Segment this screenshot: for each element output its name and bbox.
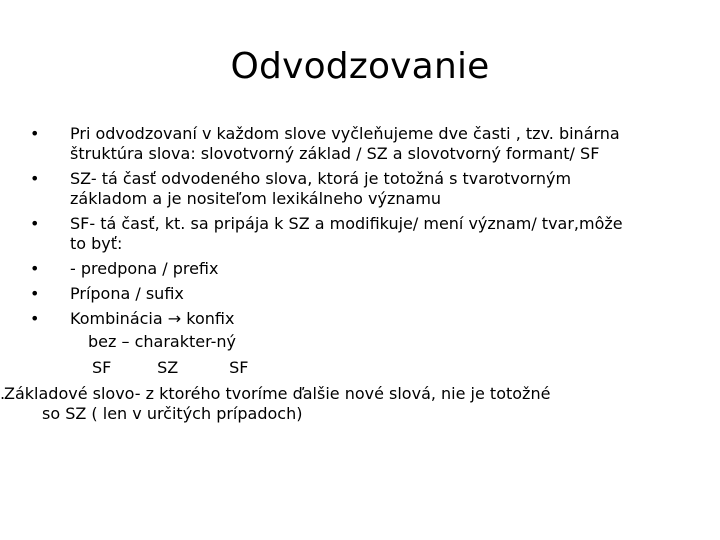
- bullet-item: [30, 284, 700, 304]
- closing-note: [0, 384, 700, 424]
- bullet-item: [30, 169, 700, 209]
- example-morpheme-labels: SF SZ SF: [92, 358, 249, 377]
- slide-content: [0, 124, 700, 424]
- closing-period: .: [0, 384, 6, 403]
- bullet-item: [30, 124, 700, 164]
- bullet-icon: •: [30, 309, 40, 328]
- bullet-icon: •: [30, 284, 40, 303]
- bullet-line: SZ- tá časť odvodeného slova, ktorá je totožná s tvarotvorným: [70, 169, 572, 188]
- bullet-icon: •: [30, 124, 40, 143]
- bullet-text: [70, 169, 700, 209]
- bullet-icon: •: [30, 214, 40, 233]
- closing-line: so SZ ( len v určitých prípadoch): [42, 404, 303, 423]
- closing-text: [2, 384, 700, 424]
- bullet-line: to byť:: [70, 234, 123, 253]
- bullet-icon: •: [30, 169, 40, 188]
- bullet-line: Pri odvodzovaní v každom slove vyčleňujeme dve časti , tzv. binárna: [70, 124, 620, 143]
- slide-title: Odvodzovanie: [230, 46, 490, 87]
- bullet-line: SF- tá časť, kt. sa pripája k SZ a modifikuje/ mení význam/ tvar,môže: [70, 214, 623, 233]
- bullet-line: základom a je nositeľom lexikálneho významu: [70, 189, 442, 208]
- bullet-text: [70, 214, 700, 254]
- bullet-text: - predpona / prefix: [70, 259, 219, 278]
- bullet-item: [30, 214, 700, 254]
- closing-line: Základové slovo- z ktorého tvoríme ďalšie nové slová, nie je totožné: [4, 384, 551, 403]
- bullet-icon: •: [30, 259, 40, 278]
- bullet-line: štruktúra slova: slovotvorný základ / SZ a slovotvorný formant/ SF: [70, 144, 600, 163]
- bullet-text: Prípona / sufix: [70, 284, 184, 303]
- bullet-text: Kombinácia → konfix: [70, 309, 235, 328]
- example-word: bez – charakter-ný: [88, 332, 237, 351]
- bullet-item: [30, 259, 700, 279]
- bullet-text: [70, 124, 700, 164]
- bullet-item: [30, 309, 700, 329]
